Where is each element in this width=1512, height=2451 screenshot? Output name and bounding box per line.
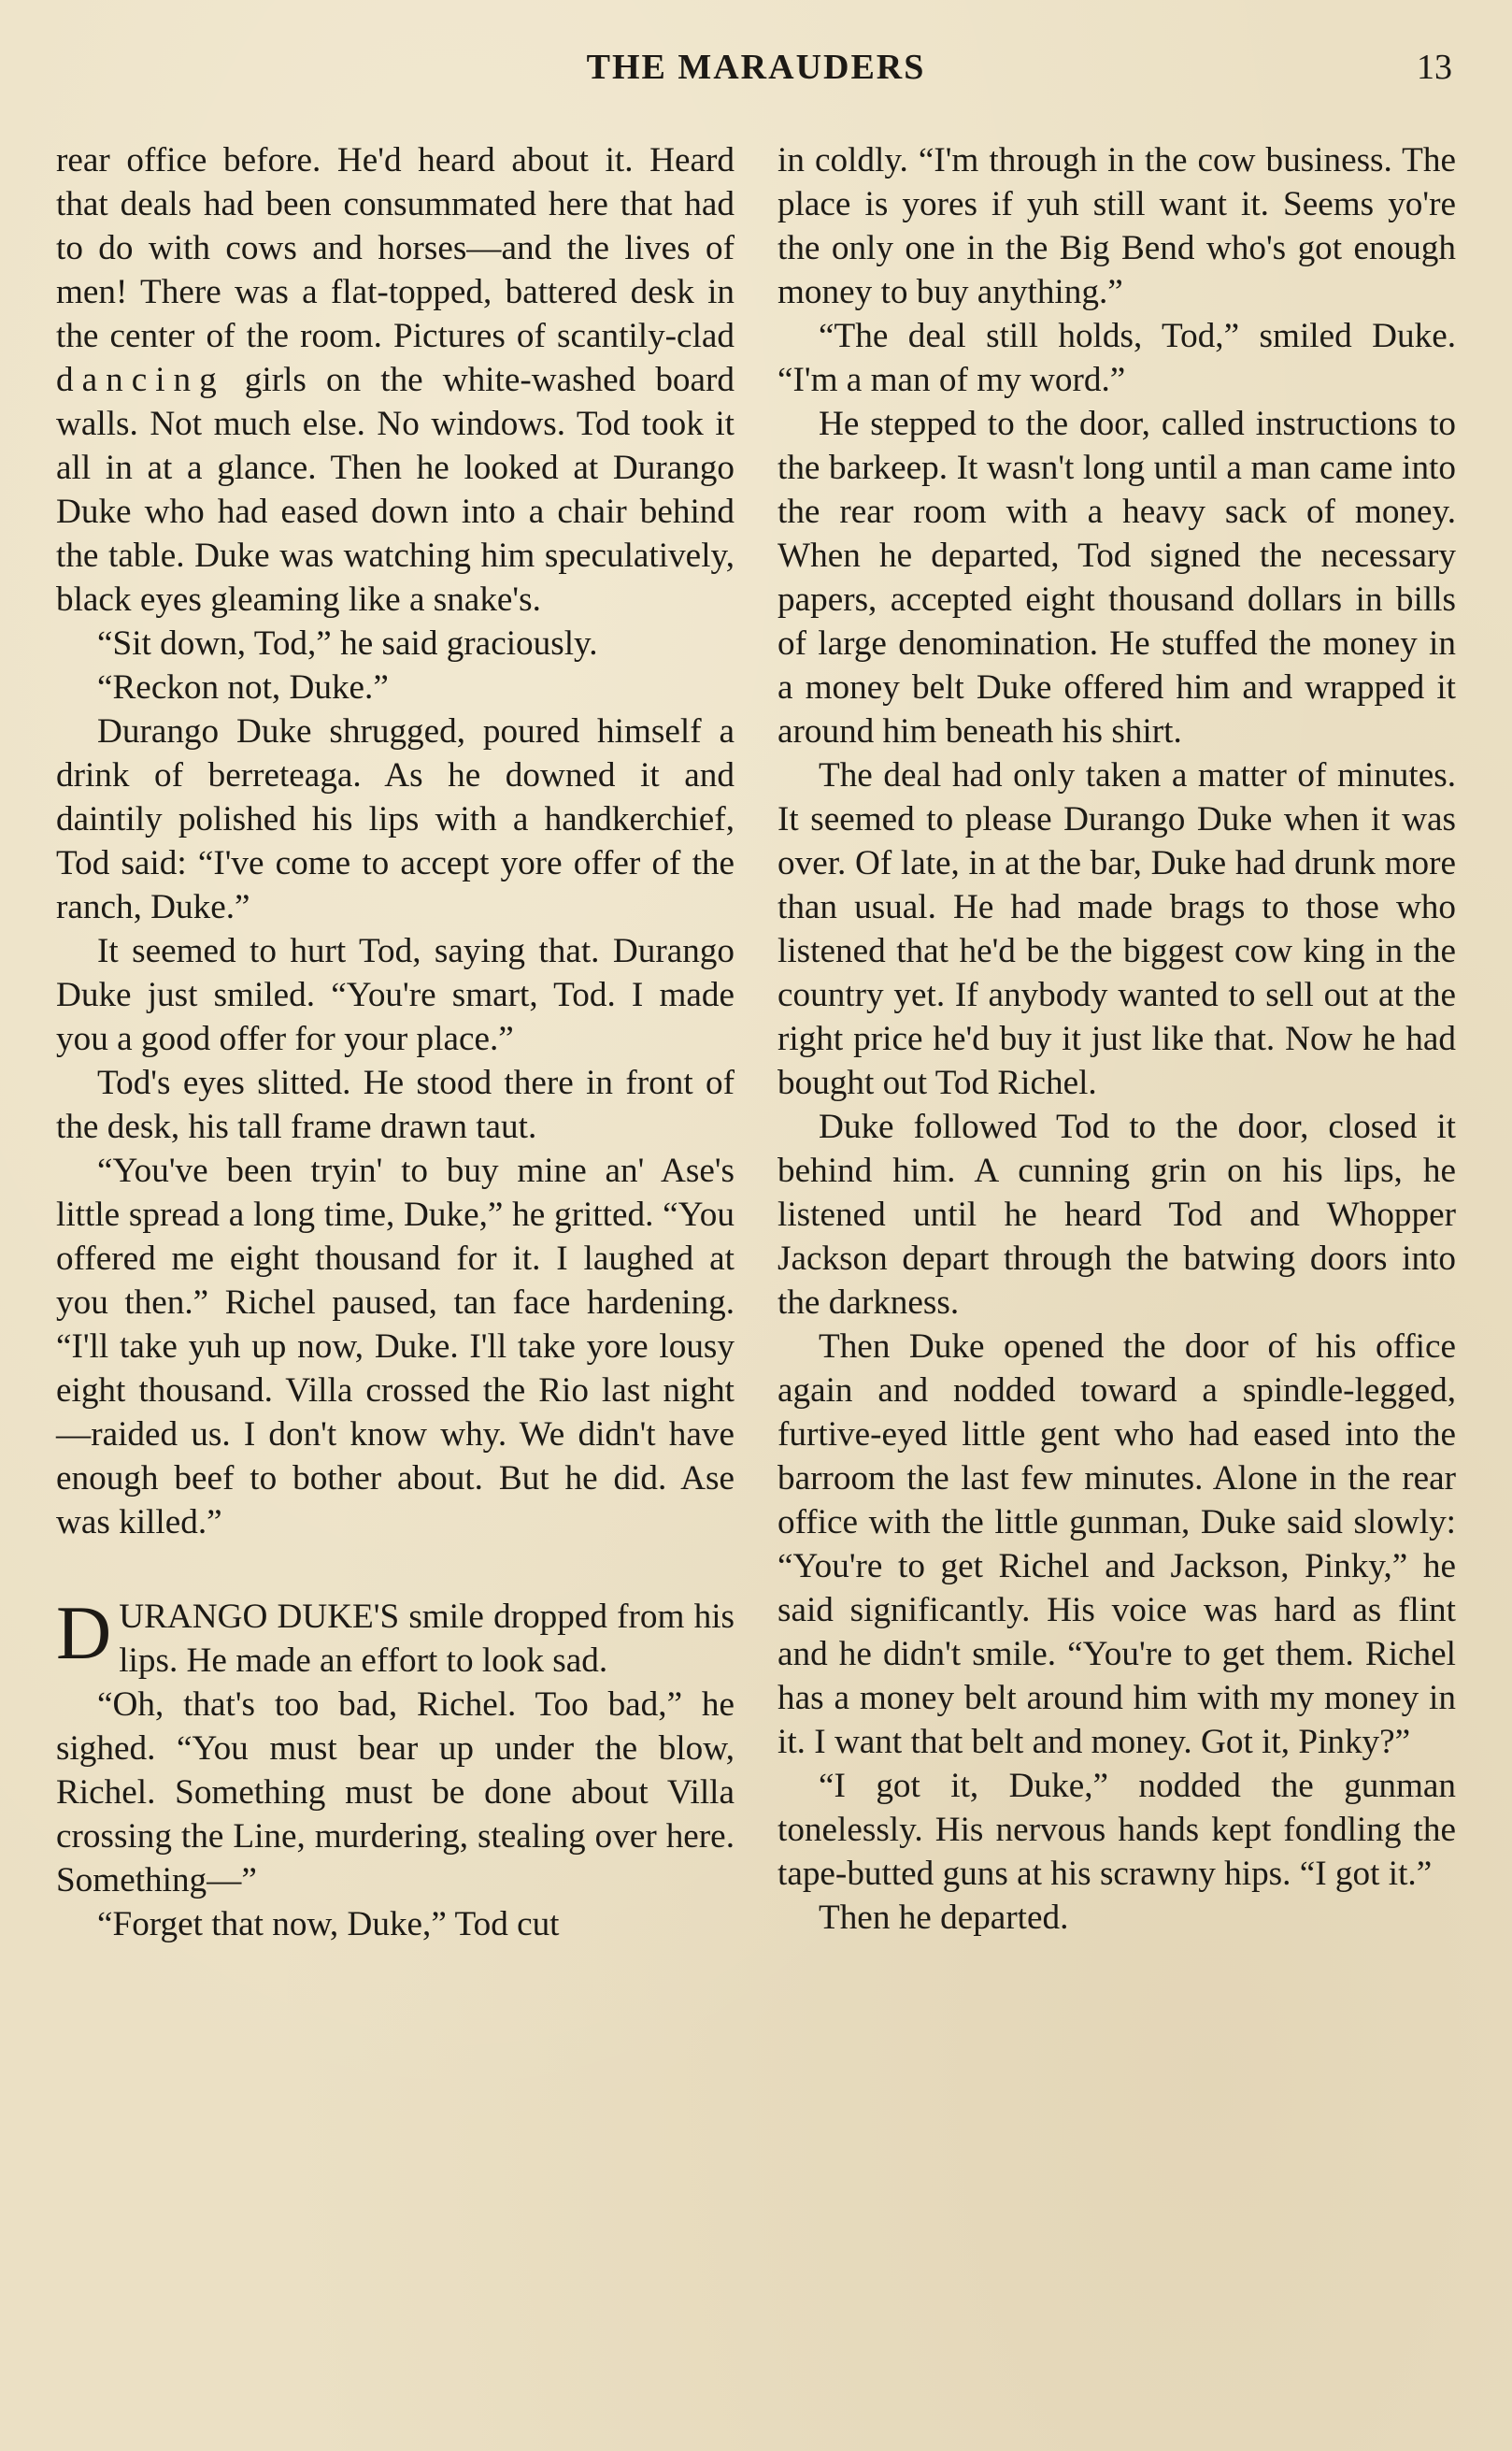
spaced-word: dancing bbox=[56, 361, 225, 399]
section-opening-paragraph bbox=[56, 1590, 735, 1683]
paragraph-text: URANGO DUKE'S smile dropped from his lips. He made an effort to look sad. bbox=[119, 1598, 735, 1680]
paragraph: “I got it, Duke,” nodded the gunman tonelessly. His nervous hands kept fondling the tape-butted guns at his scrawny hips. “I got it.” bbox=[777, 1767, 1456, 1893]
paragraph-text: girls on the white-washed board walls. Not much else. No windows. Tod took it all in at a glance. Then he looked at Durango Duke who had eased down into a chair behind the table. Duke was watching him speculatively, black eyes gleaming like a snake's. bbox=[56, 361, 735, 619]
page-number: 13 bbox=[1417, 48, 1452, 87]
paragraph: It seemed to hurt Tod, saying that. Durango Duke just smiled. “You're smart, Tod. I made you a good offer for your place.” bbox=[56, 932, 735, 1058]
paragraph bbox=[56, 138, 735, 622]
paragraph: “Forget that now, Duke,” Tod cut bbox=[97, 1905, 560, 1943]
section-break bbox=[56, 1544, 735, 1595]
running-title: THE MARAUDERS bbox=[586, 48, 926, 87]
paragraph: Tod's eyes slitted. He stood there in front of the desk, his tall frame drawn taut. bbox=[56, 1064, 735, 1146]
left-column bbox=[56, 138, 735, 1946]
right-column bbox=[777, 138, 1456, 1940]
paragraph: Duke followed Tod to the door, closed it behind him. A cunning grin on his lips, he listened until he heard Tod and Whopper Jackson depart through the batwing doors into the darkness. bbox=[777, 1108, 1456, 1322]
running-header bbox=[0, 47, 1512, 93]
paragraph: Then he departed. bbox=[819, 1899, 1069, 1937]
paragraph: “Reckon not, Duke.” bbox=[97, 668, 389, 707]
paragraph: “You've been tryin' to buy mine an' Ase's little spread a long time, Duke,” he gritted. “You offered me eight thousand for it. I laughed at you then.” Richel paused, tan face hardening. “I'll take yuh up now, Duke. I'll take yore lousy eight thousand. Villa crossed the Rio last night—raided us. I don't know why. We didn't have enough beef to bother about. But he did. Ase was killed.” bbox=[56, 1152, 735, 1541]
paragraph: “Sit down, Tod,” he said graciously. bbox=[97, 624, 598, 663]
drop-cap: D bbox=[56, 1590, 112, 1675]
paragraph: “The deal still holds, Tod,” smiled Duke. “I'm a man of my word.” bbox=[777, 317, 1456, 399]
paragraph: The deal had only taken a matter of minutes. It seemed to please Durango Duke when it was over. Of late, in at the bar, Duke had drunk more than usual. He had made brags to those who listened that he'd be the biggest cow king in the country yet. If anybody wanted to sell out at the right price he'd buy it just like that. Now he had bought out Tod Richel. bbox=[777, 756, 1456, 1102]
paragraph: in coldly. “I'm through in the cow business. The place is yores if yuh still want it. Seems yo're the only one in the Big Bend who's got enough money to buy anything.” bbox=[777, 141, 1456, 311]
paragraph: “Oh, that's too bad, Richel. Too bad,” he sighed. “You must bear up under the blow, Richel. Something must be done about Villa crossing the Line, murdering, stealing over here. Something—” bbox=[56, 1685, 735, 1899]
paragraph-text: rear office before. He'd heard about it. Heard that deals had been consummated here that had to do with cows and horses—and the lives of men! There was a flat-topped, battered desk in the center of the room. Pictures of scantily-clad bbox=[56, 141, 735, 355]
paragraph: Then Duke opened the door of his office again and nodded toward a spindle-legged, furtive-eyed little gent who had eased into the barroom the last few minutes. Alone in the rear office with the little gunman, Duke said slowly: “You're to get Richel and Jackson, Pinky,” he said significantly. His voice was hard as flint and he didn't smile. “You're to get them. Richel has a money belt around him with my money in it. I want that belt and money. Got it, Pinky?” bbox=[777, 1327, 1456, 1761]
paragraph: Durango Duke shrugged, poured himself a drink of berreteaga. As he downed it and daintily polished his lips with a handkerchief, Tod said: “I've come to accept yore offer of the ranch, Duke.” bbox=[56, 712, 735, 926]
paragraph: He stepped to the door, called instructions to the barkeep. It wasn't long until a man came into the rear room with a heavy sack of money. When he departed, Tod signed the necessary papers, accepted eight thousand dollars in bills of large denomination. He stuffed the money in a money belt Duke offered him and wrapped it around him beneath his shirt. bbox=[777, 405, 1456, 751]
